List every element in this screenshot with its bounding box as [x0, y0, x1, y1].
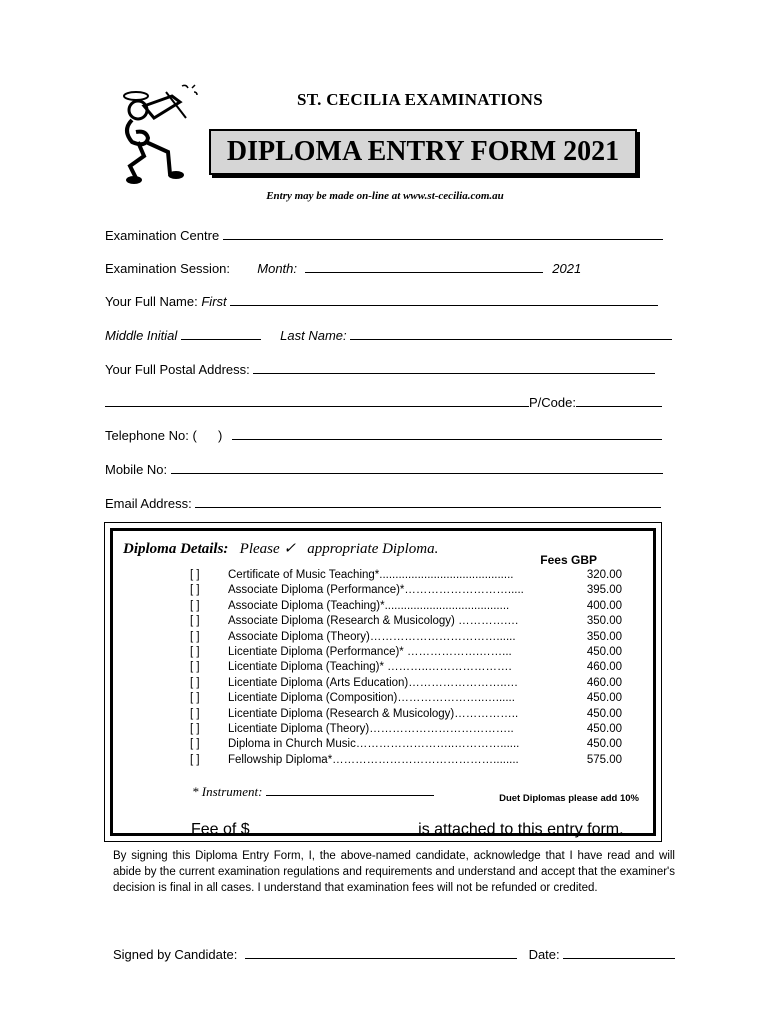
pcode-label: P/Code:: [529, 395, 576, 410]
declaration-text: By signing this Diploma Entry Form, I, the above-named candidate, acknowledge that I have read and will abide by the current examination regulations and requirements and understand and accept that the examiner's decision is final in all cases. I understand that examination fees will not be refunded or credited.: [113, 850, 675, 894]
session-year: 2021: [552, 261, 582, 276]
exam-centre-input[interactable]: [223, 227, 663, 240]
diploma-item-fee: 460.00: [586, 676, 622, 689]
diploma-item-name: Associate Diploma (Performance)*……………………….....: [228, 584, 524, 597]
diploma-item[interactable]: [190, 738, 622, 753]
mobile-label: Mobile No:: [105, 462, 168, 477]
diploma-checkbox[interactable]: [ ]: [190, 615, 200, 628]
diploma-item[interactable]: [190, 584, 622, 599]
organization-name: ST. CECILIA EXAMINATIONS: [296, 90, 544, 109]
last-name-label: Last Name:: [280, 328, 347, 343]
diploma-item-fee: 400.00: [586, 599, 622, 612]
last-name-input[interactable]: [350, 327, 672, 340]
diploma-checkbox[interactable]: [ ]: [190, 645, 200, 658]
email-input[interactable]: [195, 495, 661, 508]
appropriate-text: appropriate Diploma.: [307, 541, 439, 557]
diploma-item[interactable]: [190, 723, 622, 738]
diploma-item-name: Associate Diploma (Theory)……………………………......: [228, 630, 516, 643]
fee-amount-input[interactable]: [250, 819, 414, 834]
diploma-item[interactable]: [190, 754, 622, 769]
diploma-details-heading: [123, 539, 438, 558]
diploma-item[interactable]: [190, 646, 622, 661]
form-title-box: [209, 129, 637, 175]
diploma-item-fee: 450.00: [586, 645, 622, 658]
full-name-row: [105, 293, 658, 309]
fees-header: Fees GBP: [540, 553, 597, 567]
telephone-label: Telephone No: (: [105, 428, 197, 443]
first-name-input[interactable]: [230, 293, 658, 306]
diploma-item-fee: 450.00: [586, 707, 622, 720]
diploma-checkbox[interactable]: [ ]: [190, 661, 200, 674]
postal-address-label: Your Full Postal Address:: [105, 362, 250, 377]
email-label: Email Address:: [105, 496, 192, 511]
diploma-item-name: Licentiate Diploma (Composition)…………………..…......: [228, 692, 515, 705]
diploma-item-fee: 460.00: [586, 661, 622, 674]
postal-address-row-2: [105, 394, 662, 410]
instrument-row: [192, 783, 434, 800]
diploma-item-name: Licentiate Diploma (Theory)………………………………..: [228, 722, 514, 735]
signed-by-label: Signed by Candidate:: [113, 947, 238, 962]
diploma-item-name: Licentiate Diploma (Research & Musicology)……………..: [228, 707, 519, 720]
diploma-checkbox[interactable]: [ ]: [190, 630, 200, 643]
first-label: First: [201, 294, 227, 309]
middle-initial-input[interactable]: [181, 327, 261, 340]
check-mark-icon: ✓: [283, 541, 296, 557]
diploma-details-inner: [110, 528, 656, 836]
diploma-item-name: Associate Diploma (Teaching)*.......................................: [228, 599, 510, 612]
telephone-row: [105, 427, 662, 443]
exam-session-row: [105, 260, 581, 276]
signature-row: [113, 946, 675, 962]
diploma-checkbox[interactable]: [ ]: [190, 738, 200, 751]
please-text: Please: [239, 541, 280, 557]
diploma-checkbox[interactable]: [ ]: [190, 707, 200, 720]
telephone-close-paren: ): [218, 428, 223, 443]
email-row: [105, 495, 661, 511]
middle-initial-label: Middle Initial: [105, 328, 178, 343]
diploma-item-fee: 575.00: [586, 753, 622, 766]
diploma-item-name: Associate Diploma (Research & Musicology) ………….…: [228, 615, 519, 628]
fee-of-label: Fee of $: [191, 821, 250, 838]
form-title: DIPLOMA ENTRY FORM 2021: [226, 136, 620, 167]
diploma-item-fee: 450.00: [586, 692, 622, 705]
diploma-item[interactable]: [190, 692, 622, 707]
diploma-item-name: Diploma in Church Music……………………..…………......: [228, 738, 520, 751]
instrument-label: * Instrument:: [192, 784, 263, 799]
pcode-input[interactable]: [576, 394, 662, 407]
diploma-item[interactable]: [190, 631, 622, 646]
telephone-input[interactable]: [232, 427, 662, 440]
exam-centre-row: [105, 227, 663, 243]
diploma-item[interactable]: [190, 615, 622, 630]
diploma-checkbox[interactable]: [ ]: [190, 722, 200, 735]
online-entry-note: Entry may be made on-line at www.st-cecilia.com.au: [266, 190, 504, 202]
diploma-checkbox[interactable]: [ ]: [190, 599, 200, 612]
signature-input[interactable]: [245, 946, 517, 959]
fee-attached-row: [191, 819, 624, 839]
diploma-details-label: Diploma Details:: [123, 541, 229, 557]
diploma-checkbox[interactable]: [ ]: [190, 584, 200, 597]
diploma-item[interactable]: [190, 677, 622, 692]
diploma-item-fee: 395.00: [586, 584, 622, 597]
middle-last-row: [105, 327, 672, 343]
diploma-checkbox[interactable]: [ ]: [190, 753, 200, 766]
postal-address-input[interactable]: [253, 361, 655, 374]
diploma-details-box: [104, 522, 662, 842]
diploma-item[interactable]: [190, 569, 622, 584]
diploma-item[interactable]: [190, 661, 622, 676]
diploma-item-fee: 320.00: [586, 569, 622, 581]
diploma-item[interactable]: [190, 708, 622, 723]
diploma-item-fee: 350.00: [586, 630, 622, 643]
date-label: Date:: [528, 947, 560, 962]
month-input[interactable]: [305, 260, 543, 273]
diploma-item-name: Licentiate Diploma (Teaching)* ………..………………….: [228, 661, 512, 674]
diploma-item-fee: 350.00: [586, 615, 622, 628]
duet-note: Duet Diplomas please add 10%: [499, 793, 639, 804]
instrument-input[interactable]: [266, 783, 434, 796]
exam-session-label: Examination Session:: [105, 261, 231, 276]
month-label: Month:: [257, 261, 298, 276]
mobile-row: [105, 461, 663, 477]
diploma-item-name: Fellowship Diploma*……………………………………........: [228, 753, 519, 766]
diploma-list: [190, 569, 622, 769]
diploma-checkbox[interactable]: [ ]: [190, 692, 200, 705]
diploma-item-name: Licentiate Diploma (Arts Education)……………………..…: [228, 676, 519, 689]
diploma-item-fee: 450.00: [586, 738, 622, 751]
date-input[interactable]: [563, 946, 675, 959]
fee-attached-text: is attached to this entry form.: [418, 821, 624, 838]
diploma-checkbox[interactable]: [ ]: [190, 676, 200, 689]
diploma-item-fee: 450.00: [586, 722, 622, 735]
exam-centre-label: Examination Centre: [105, 228, 220, 243]
full-name-label: Your Full Name:: [105, 294, 198, 309]
diploma-item[interactable]: [190, 600, 622, 615]
mobile-input[interactable]: [171, 461, 663, 474]
postal-address-input-2[interactable]: [105, 394, 529, 407]
diploma-item-name: Licentiate Diploma (Performance)* ……………….……...: [228, 645, 512, 658]
diploma-item-name: Certificate of Music Teaching*..........................................: [228, 569, 514, 581]
postal-address-row: [105, 361, 655, 377]
diploma-checkbox[interactable]: [ ]: [190, 569, 200, 581]
